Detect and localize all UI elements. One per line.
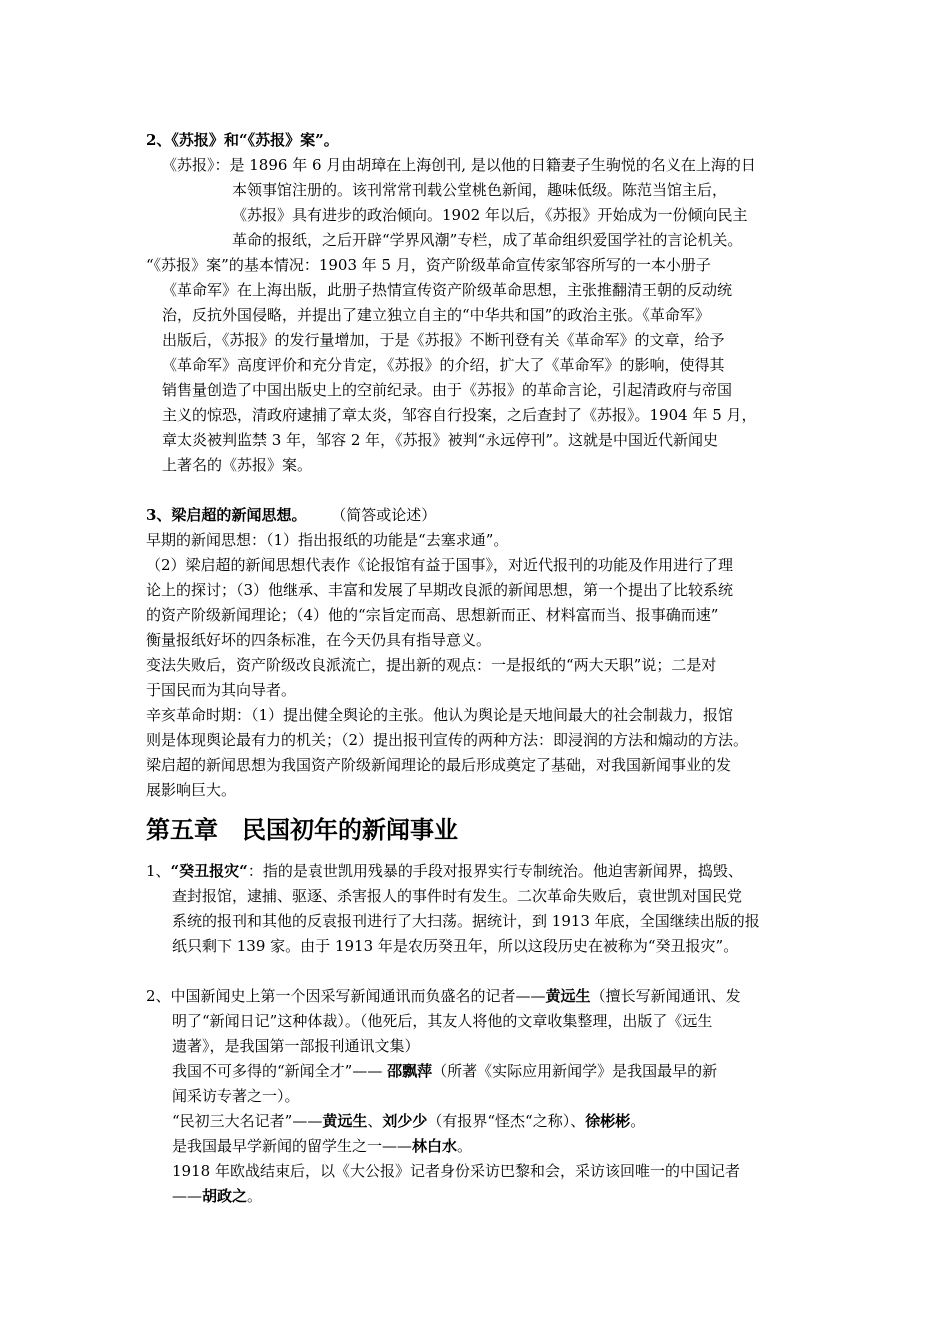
paragraph-line: 则是体现舆论最有力的机关；（2）提出报刊宣传的两种方法：即浸润的方法和煽动的方法。 xyxy=(146,731,749,749)
paragraph-line: 遗著》，是我国第一部报刊通讯文集） xyxy=(172,1037,420,1055)
paragraph-line: 早期的新闻思想：（1）指出报纸的功能是“去塞求通”。 xyxy=(146,531,509,549)
paragraph-line: 展影响巨大。 xyxy=(146,781,237,799)
paragraph-line xyxy=(146,1059,826,1084)
term: “癸丑报灾“ xyxy=(170,862,248,880)
list-item-first-line xyxy=(146,984,826,1009)
list-item-first-line xyxy=(146,859,826,884)
text-span: （擅长写新闻通讯、发 xyxy=(590,987,741,1005)
chapter-title: 第五章 民国初年的新闻事业 xyxy=(146,815,458,844)
text-span: “民初三大名记者”—— xyxy=(172,1112,323,1130)
paragraph-line: 系统的报刊和其他的反袁报刊进行了大扫荡。据统计，到 1913 年底，全国继续出版的报 xyxy=(172,912,760,930)
text-span: 。 xyxy=(247,1187,263,1205)
paragraph-line: 革命的报纸，之后开辟“学界风潮”专栏，成了革命组织爱国学社的言论机关。 xyxy=(232,231,743,249)
text-span: 。 xyxy=(457,1137,473,1155)
paragraph-line: 出版后，《苏报》的发行量增加，于是《苏报》不断刊登有关《革命军》的文章，给予 xyxy=(162,331,725,349)
paragraph-line: 论上的探讨；（3）他继承、丰富和发展了早期改良派的新闻思想，第一个提出了比较系统 xyxy=(146,581,734,599)
paragraph-line xyxy=(146,1109,826,1134)
paragraph-line: 上著名的《苏报》案。 xyxy=(162,456,313,474)
paragraph-line: 梁启超的新闻思想为我国资产阶级新闻理论的最后形成奠定了基础，对我国新闻事业的发 xyxy=(146,756,732,774)
paragraph-line: 查封报馆，逮捕、驱逐、杀害报人的事件时有发生。二次革命失败后，袁世凯对国民党 xyxy=(172,887,743,905)
list-number: 1、 xyxy=(146,862,171,880)
paragraph-line: 于国民而为其向导者。 xyxy=(146,681,297,699)
document-body xyxy=(146,128,826,1209)
paragraph-line: 的资产阶级新闻理论；（4）他的“宗旨定而高、思想新而正、材料富而当、报事确而速” xyxy=(146,606,719,624)
paragraph-line: 闻采访专著之一）。 xyxy=(172,1087,300,1105)
paragraph-line: 治，反抗外国侵略，并提出了建立独立自主的“中华共和国”的政治主张。《革命军》 xyxy=(162,306,710,324)
paragraph-line: 衡量报纸好坏的四条标准，在今天仍具有指导意义。 xyxy=(146,631,492,649)
journalist-name: 黄远生 xyxy=(545,987,591,1005)
paragraph-line: （2）梁启超的新闻思想代表作《论报馆有益于国事》，对近代报刊的功能及作用进行了理 xyxy=(146,556,734,574)
section-note: （简答或论述） xyxy=(331,506,437,524)
paragraph-line xyxy=(146,1184,826,1209)
journalist-name: 刘少少 xyxy=(382,1112,428,1130)
journalist-name: 徐彬彬 xyxy=(585,1112,631,1130)
definition-text: ：指的是袁世凯用残暴的手段对报界实行专制统治。他迫害新闻界，捣毁、 xyxy=(247,862,743,880)
journalist-name: 林白水 xyxy=(412,1137,458,1155)
text-span: —— xyxy=(172,1187,202,1205)
paragraph-line: 《革命军》在上海出版，此册子热情宣传资产阶级革命思想，主张推翻清王朝的反动统 xyxy=(162,281,733,299)
paragraph-line: 《革命军》高度评价和充分肯定，《苏报》的介绍，扩大了《革命军》的影响，使得其 xyxy=(162,356,725,374)
journalist-name: 胡政之 xyxy=(202,1187,248,1205)
paragraph-line xyxy=(146,1134,826,1159)
paragraph-line: 明了“新闻日记”这种体裁）。（他死后，其友人将他的文章收集整理，出版了《远生 xyxy=(172,1012,713,1030)
paragraph-line: 纸只剩下 139 家。由于 1913 年是农历癸丑年，所以这段历史在被称为“癸丑报灾”。 xyxy=(172,937,739,955)
text-span: 是我国最早学新闻的留学生之一—— xyxy=(172,1137,413,1155)
text-span: 我国不可多得的“新闻全才”—— xyxy=(172,1062,388,1080)
paragraph-line: 章太炎被判监禁 3 年，邹容 2 年，《苏报》被判“永远停刊”。这就是中国近代新闻史 xyxy=(162,431,718,449)
section-heading: 3、梁启超的新闻思想。 xyxy=(146,506,307,524)
paragraph-line: 销售量创造了中国出版史上的空前纪录。由于《苏报》的革命言论，引起清政府与帝国 xyxy=(162,381,733,399)
paragraph-line: 变法失败后，资产阶级改良派流亡，提出新的观点：一是报纸的“两大天职”说；二是对 xyxy=(146,656,717,674)
paragraph-line: 1918 年欧战结束后，以《大公报》记者身份采访巴黎和会，采访该回唯一的中国记者 xyxy=(172,1162,740,1180)
paragraph-line: 主义的惊恐，清政府逮捕了章太炎，邹容自行投案，之后查封了《苏报》。1904 年 5 月， xyxy=(162,406,757,424)
paragraph-line: 辛亥革命时期：（1）提出健全舆论的主张。他认为舆论是天地间最大的社会制裁力，报馆 xyxy=(146,706,734,724)
text-span: （有报界“怪杰“之称）、 xyxy=(427,1112,586,1130)
journalist-name: 邵飘萍 xyxy=(387,1062,433,1080)
section-heading-row xyxy=(146,503,826,528)
text-span: 2、中国新闻史上第一个因采写新闻通讯而负盛名的记者—— xyxy=(146,987,546,1005)
paragraph-line: “《苏报》案”的基本情况：1903 年 5 月，资产阶级革命宣传家邹容所写的一本小册子 xyxy=(146,256,711,274)
text-span: 、 xyxy=(367,1112,383,1130)
text-span: 。 xyxy=(630,1112,646,1130)
journalist-name: 黄远生 xyxy=(322,1112,368,1130)
text-span: （所著《实际应用新闻学》是我国最早的新 xyxy=(432,1062,718,1080)
paragraph-line: 本领事馆注册的。该刊常常刊载公堂桃色新闻，趣味低级。陈范当馆主后， xyxy=(232,181,728,199)
paragraph-line: 《苏报》具有进步的政治倾向。1902 年以后，《苏报》开始成为一份倾向民主 xyxy=(232,206,748,224)
section-heading: 2、《苏报》和“《苏报》案”。 xyxy=(146,131,339,149)
paragraph-line: 《苏报》：是 1896 年 6 月由胡璋在上海创刊, 是以他的日籍妻子生驹悦的名义在上海的日 xyxy=(162,156,756,174)
